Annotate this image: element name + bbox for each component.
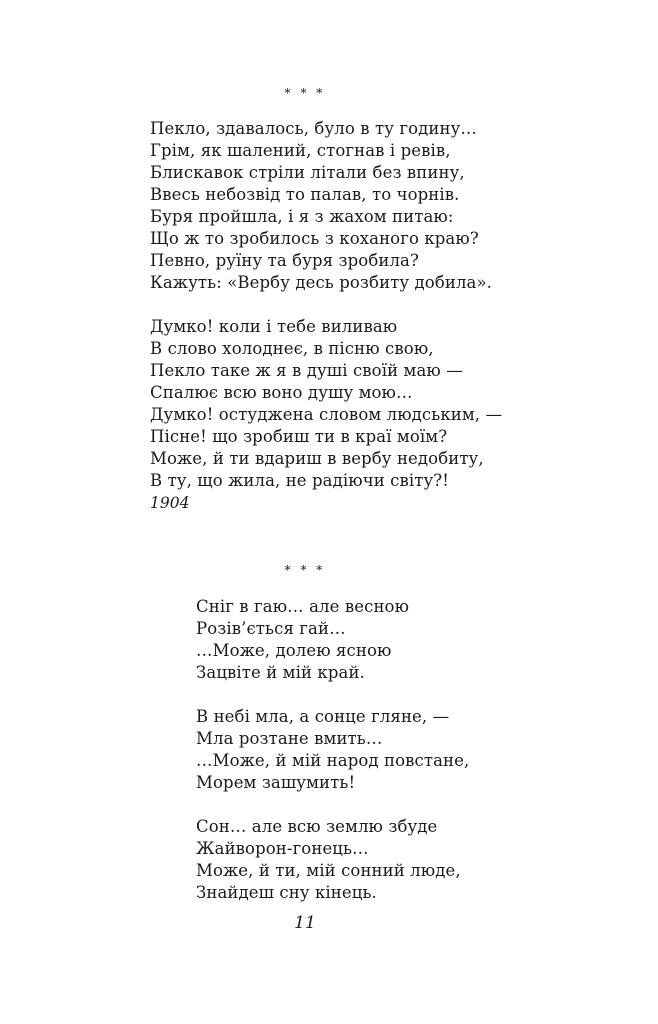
poem-line: …Може, долею ясною: [196, 641, 392, 660]
poem-line: Пекло таке ж я в душі своїй маю —: [150, 361, 463, 380]
poem-line: Ввесь небозвід то палав, то чорнів.: [150, 185, 460, 204]
poem-line: Зацвіте й мій край.: [196, 663, 365, 682]
poem-line: Пісне! що зробиш ти в краї моїм?: [150, 427, 448, 446]
poem-line: …Може, й мій народ повстане,: [196, 751, 470, 770]
poem-line: Пекло, здавалось, було в ту годину…: [150, 119, 477, 138]
stanza-gap: [196, 684, 469, 706]
poem-line: Буря пройшла, і я з жахом питаю:: [150, 207, 454, 226]
stanza-gap: [196, 794, 469, 816]
poem-line: Може, й ти вдариш в вербу недобиту,: [150, 449, 484, 468]
poem-line: Жайворон-гонець…: [196, 839, 369, 858]
poem-line: Розів’ється гай…: [196, 619, 346, 638]
poem-line: Спалює всю воно душу мою…: [150, 383, 413, 402]
poem-2: [196, 596, 469, 904]
poem-line: Що ж то зробилось з коханого краю?: [150, 229, 479, 248]
poem-line: В небі мла, а сонце гляне, —: [196, 707, 450, 726]
poem-line: Морем зашумить!: [196, 773, 356, 792]
poem-line: Знайдеш сну кінець.: [196, 883, 377, 902]
poem-line: Думко! остуджена словом людським, —: [150, 405, 503, 424]
poem-line: Блискавок стріли літали без впину,: [150, 163, 465, 182]
poem-line: Грім, як шалений, стогнав і ревів,: [150, 141, 451, 160]
poem-1: [150, 118, 502, 492]
poem-line: Кажуть: «Вербу десь розбиту добила».: [150, 273, 493, 292]
poem-line: Сон… але всю землю збуде: [196, 817, 438, 836]
poem-line: Думко! коли і тебе виливаю: [150, 317, 398, 336]
page-number: 11: [294, 913, 316, 933]
stanza-gap: [150, 294, 502, 316]
poem-line: Певно, руїну та буря зробила?: [150, 251, 419, 270]
poem-line: Сніг в гаю… але весною: [196, 597, 410, 616]
poem-line: В слово холоднеє, в пісню свою,: [150, 339, 434, 358]
poem-separator: * * *: [284, 86, 326, 100]
poem-line: В ту, що жила, не радіючи світу?!: [150, 471, 449, 490]
poem-line: Може, й ти, мій сонний люде,: [196, 861, 461, 880]
poem-date: 1904: [150, 494, 190, 512]
poem-line: Мла розтане вмить…: [196, 729, 383, 748]
poem-separator: * * *: [284, 563, 326, 577]
